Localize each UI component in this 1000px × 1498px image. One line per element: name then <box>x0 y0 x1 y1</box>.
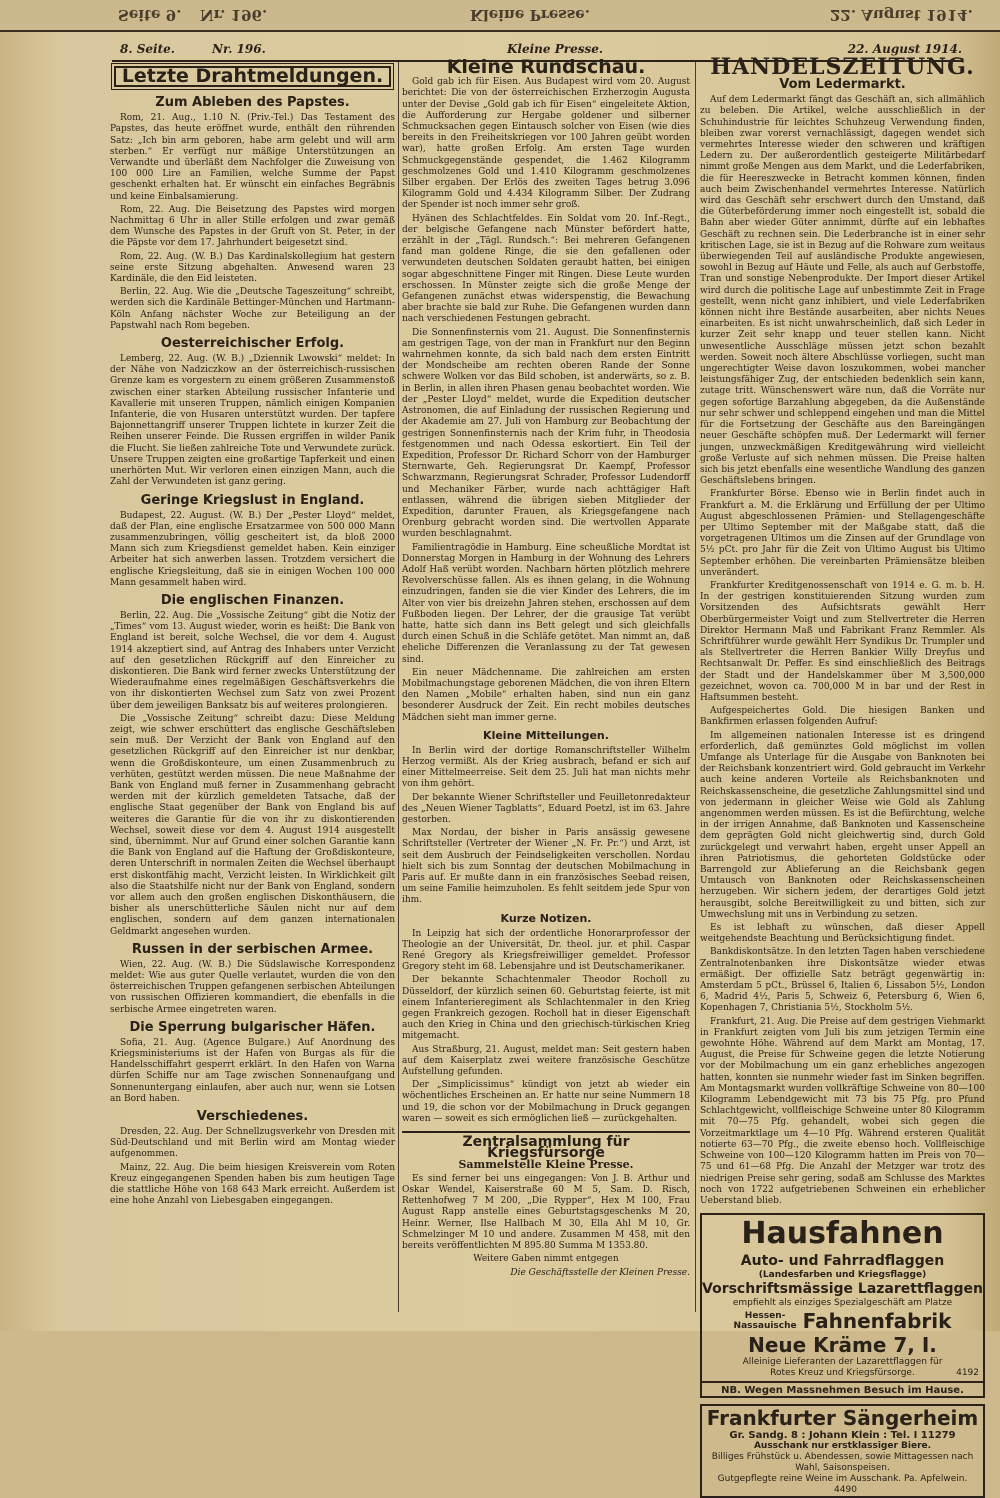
article-heading: Kleine Mitteilungen. <box>483 728 609 742</box>
section-title: Kleine Rundschau. <box>446 56 646 78</box>
ad-number: 4192 <box>956 1368 979 1379</box>
article-paragraph: Dresden, 22. Aug. Der Schnellzugsverkehr von Dresden mit Süd-Deutschland und mit Berlin wird am Montag wieder aufgenommen. <box>110 1127 395 1160</box>
article-paragraph: Aufgespeichertes Gold. Die hiesigen Banken und Bankfirmen erlassen folgenden Aufruf: <box>700 706 985 728</box>
ad-line: Ausschank nur erstklassiger Biere. <box>753 1441 932 1452</box>
section-title: Letzte Drahtmeldungen. <box>114 66 391 87</box>
bleed-page: Seite 9. <box>118 6 182 24</box>
article-heading: Verschiedenes. <box>196 1109 309 1125</box>
article-heading: Die englischen Finanzen. <box>160 592 345 608</box>
article-paragraph: Familientragödie in Hamburg. Eine scheußliche Mordtat ist Donnerstag Morgen in Hamburg in der Wohnung des Lehrers Adolf Haß verübt worden. Nachbarn hörten plötzlich mehrere Revolverschüsse fallen. Als es ihnen gelang, in die Wohnung einzudringen, fanden sie die vier Kinder des Lehrers, die im Alter von vier bis dreizehn Jahren stehen, erschossen auf dem Fußboden liegen. Der Lehrer, der die grausige Tat verübt hatte, hatte sich dann ins Bett gelegt und sich gleichfalls durch einen Schuß in die Schläfe getötet. Man nimmt an, daß eheliche Differenzen die Veranlassung zu der Tat gewesen sind. <box>402 542 690 665</box>
column-rule <box>695 62 696 1312</box>
article-heading: Russen in der serbischen Armee. <box>131 941 374 957</box>
article-paragraph: Sofia, 21. Aug. (Agence Bulgare.) Auf Anordnung des Kriegsministeriums ist der Hafen von Burgas als für die Handelsschiffahrt gesperrt erklärt. In den Hafen von Warna dürfen Schiffe nur am Tage zwischen Sonnenaufgang und Sonnenuntergang einlaufen, aber auch nur, wenn sie Lotsen an Bord haben. <box>110 1037 395 1104</box>
section-title: HANDELSZEITUNG. <box>710 54 975 80</box>
column-telegrams <box>110 62 395 1322</box>
fund-title: Zentralsammlung für Kriegsfürsorge <box>462 1134 630 1162</box>
article-paragraph: Der bekannte Wiener Schriftsteller und Feuilletonredakteur des „Neuen Wiener Tagblatts“, Eduard Poetzl, ist im 63. Jahre gestorben. <box>402 792 690 825</box>
article-paragraph: Berlin, 22. Aug. Die „Vossische Zeitung“ gibt die Notiz der „Times“ vom 13. August wieder, worin es heißt: Die Bank von England ist bereit, solche Wechsel, die vor dem 4. August 1914 akzeptiert sind, auf Antrag des Inhabers unter Verzicht auf den gesetzlichen Rückgriff auf den Einreicher zu diskontieren. Die Bank wird ferner zwecks Unterstützung der Wiederaufnahme eines regelmäßigen Geschäftsverkehrs die von ihr diskontierten Wechsel zum Satz von zwei Prozent über dem jeweiligen Banksatz bis auf weiteres prolongieren. <box>110 610 395 711</box>
article-paragraph: Budapest, 22. August. (W. B.) Der „Pester Lloyd“ meldet, daß der Plan, eine englische Ersatzarmee von 500 000 Mann zusammenzubringen, völlig gescheitert ist, da bloß 2000 Mann sich zum Kriegsdienst gemeldet haben. Kein einziger Arbeiter hat sich anwerben lassen. Trotzdem versichert die englische Kriegsleitung, daß sie in einigen Wochen 100 000 Mann gesammelt haben wird. <box>110 510 395 588</box>
ad-line: (Landesfarben und Kriegsflagge) <box>758 1270 927 1281</box>
article-paragraph: Im allgemeinen nationalen Interesse ist es dringend erforderlich, daß gemünztes Gold möglichst im vollen Umfange als Unterlage für die Ausgabe von Banknoten bei der Reichsbank konzentriert wird. Gold gebraucht im Verkehr auch keine anderen Vorteile als Reichsbanknoten und Reichskassenscheine, die gesetzliche Zahlungsmittel sind und von jedermann in gleicher Weise wie Gold als Zahlung angenommen werden müssen. Es ist die Befürchtung, welche in der irrigen Annahme, daß Banknoten und Kassenscheine dem geprägten Gold nicht gleichwertig sind, durch Gold zurückgelegt und verwahrt haben, ergeht unser Appell an ihren Patriotismus, die gehorteten Goldstücke oder Barrengold zur Ablieferung an die Reichsbank gegen Umtausch von Banknoten oder Reichskassenscheinen herzugeben. Wir sichern jedem, der derartiges Gold jetzt herausgibt, solche Bereitwilligkeit zu und bitten, sich zur Umwechslung mit uns in Verbindung zu setzen. <box>700 730 985 920</box>
ad-line: Vorschriftsmässige Lazarettflaggen <box>702 1281 983 1298</box>
article-paragraph: Rom, 21. Aug., 1.10 N. (Priv.-Tel.) Das Testament des Papstes, das heute eröffnet wurde, enthält den rührenden Satz: „Ich bin arm geboren, habe arm gelebt und will arm sterben.“ Er verfügt nur mäßige Unterstützungen an Verwandte und überläßt dem Nachfolger die Zuweisung von 100 000 Lire an Familien, welche Summe der Papst geschenkt erhalten hat. Er wünscht ein einfaches Begräbnis und keine Einbalsamierung. <box>110 113 395 202</box>
article-heading: Die Sperrung bulgarischer Häfen. <box>129 1019 376 1035</box>
header-issue: Nr. 196. <box>212 42 266 56</box>
article-paragraph: Ein neuer Mädchenname. Die zahlreichen am ersten Mobilmachungstage geborenen Mädchen, die von ihren Eltern den Namen „Mobile“ erhalten haben, sind nun ein ganz besonderer Ausdruck der Zeit. Ein recht mobiles deutsches Mädchen sieht man immer gerne. <box>402 667 690 723</box>
article-heading: Kurze Notizen. <box>500 911 592 925</box>
ad-line: empfiehlt als einziges Spezialgeschäft am Platze <box>732 1298 953 1309</box>
bleed-issue: Nr. 196. <box>200 6 268 24</box>
ad-line: Nassauische <box>733 1321 797 1332</box>
advertisement-saengerheim <box>700 1404 985 1498</box>
article-paragraph: Der bekannte Schachtenmaler Theodor Rocholl zu Düsseldorf, der kürzlich seinen 60. Geburtstag feierte, ist mit einem Infanterieregiment als Schlachtenmaler in den Krieg gegen Frankreich gezogen. Rocholl hat in dieser Eigenschaft auch den Krieg in China und den griechisch-türkischen Krieg mitgemacht. <box>402 975 690 1042</box>
article-paragraph: Rom, 22. Aug. Die Beisetzung des Papstes wird morgen Nachmittag 6 Uhr in aller Stille erfolgen und zwar gemäß dem Wunsche des Papstes in der Gruft von St. Peter, in der die Päpste vor dem 17. Jahrhundert beigesetzt sind. <box>110 204 395 249</box>
fund-notice <box>402 1131 690 1279</box>
ad-line: Fahnenfabrik <box>802 1309 952 1334</box>
article-paragraph: Es ist lebhaft zu wünschen, daß dieser Appell weitgehendste Beachtung und Berücksichtigung findet. <box>700 923 985 945</box>
article-paragraph: Der „Simplicissimus“ kündigt von jetzt ab wieder ein wöchentliches Erscheinen an. Er hatte nur seine Nummern 18 und 19, die schon vor der Mobilmachung in Druck gegangen waren — soweit es sich ermöglichen ließ — zurückgehalten. <box>402 1080 690 1124</box>
fund-paragraph: Weitere Gaben nimmt entgegen <box>473 1254 619 1265</box>
column-rule <box>398 62 399 1312</box>
ad-line: NB. Wegen Massnehmen Besuch im Hause. <box>721 1385 964 1397</box>
article-paragraph: Aus Straßburg, 21. August, meldet man: Seit gestern haben auf dem Kaiserplatz zwei weitere französische Geschütze Aufstellung gefunden. <box>402 1044 690 1078</box>
ad-line: Gutgepflegte reine Weine im Ausschank. Pa. Apfelwein. <box>717 1474 968 1485</box>
fund-paragraph: Es sind ferner bei uns eingegangen: Von J. B. Arthur und Oskar Wendel, Kaiserstraße 60 M 5, Sam. D. Risch, Rettenhofweg 7 M 200, „Die Rypper“, Hex M 100, Frau August Rapp anstelle eines Geburtstagsgeschenks M 20, Heinr. Werner, Ilse Hallbach M 30, Ella Ahl M 10, Gr. Schmelzinger M 10 und andere. Zusammen M 458, mit den bereits veröffentlichten M 895.80 Summa M 1353.80. <box>402 1173 690 1251</box>
article-paragraph: Frankfurt, 21. Aug. Die Preise auf dem gestrigen Viehmarkt in Frankfurt zeigten vom Juli bis zum jetzigen Termin eine gewohnte Höhe. Während auf dem Markt am Montag, 17. August, die Preise für Schweine gegen die letzte Notierung vor der Mobilmachung um ein ganz erhebliches angezogen hatten, konnten sie nunmehr wieder fast im Sinken begriffen. Am Montagsmarkt wurden vollkräftige Schweine von 80—100 Kilogramm Lebendgewicht mit 73 bis 75 Pfg. pro Pfund Schlachtgewicht, vollfleischige Schweine unter 80 Kilogramm mit 70—75 Pfg. gehandelt, wobei sich gegen die Vorzeitmarktlage um 4—10 Pfg. Während ersteren Qualität notierte 63—70 Pfg., die zweite ebenso hoch. Vollfleischige Schweine von 100—120 Kilogramm hatten im Preis von 70—75 und 61—68 Pfg. Die Anzahl der Metzger war trotz des niedrigen Preise sehr gering, sodaß am Schlusse des Marktes noch von 1722 aufgetriebenen Schweinen ein erheblicher Ueberstand blieb. <box>700 1016 985 1206</box>
advertisement-fahnenfabrik <box>700 1213 985 1398</box>
article-paragraph: Frankfurter Kreditgenossenschaft von 1914 e. G. m. b. H. In der gestrigen konstituierenden Sitzung wurden zum Vorsitzenden des Aufsichtsrats gewählt Herr Oberbürgermeister Voigt und zum Stellvertreter die Herren Direktor Hermann Maß und Fabrikant Franz Remmler. Als Schriftführer wurde gewählt Herr Syndikus Dr. Trumpler und als Stellvertreter die Herren Bankier Willy Dreyfus und Rechtsanwalt Dr. Peffer. Es sind einschließlich des Beitrags der Stadt und der Handelskammer über M 3,500,000 gezeichnet, wovon ca. 700,000 M in bar und der Rest in Haftsummen besteht. <box>700 580 985 703</box>
bleed-paper: Kleine Presse. <box>470 6 591 24</box>
ad-line: Gr. Sandg. 8 : Johann Klein : Tel. I 11279 <box>729 1430 956 1442</box>
article-heading: Vom Ledermarkt. <box>779 77 906 93</box>
ad-headline: Hausfahnen <box>741 1216 944 1252</box>
header-paper-name: Kleine Presse. <box>507 42 604 56</box>
column-handelszeitung <box>700 54 985 1496</box>
ad-line: Alleinige Lieferanten der Lazarettflaggen für Rotes Kreuz und Kriegsfürsorge. <box>742 1357 943 1379</box>
article-heading: Oesterreichischer Erfolg. <box>160 336 345 352</box>
article-paragraph: Hyänen des Schlachtfeldes. Ein Soldat vom 20. Inf.-Regt., der belgische Gefangene nach Münster befördert hatte, erzählt in der „Tägl. Rundsch.“: Bei mehreren Gefangenen fand man goldene Ringe, die sie den gefallenen oder verwundeten deutschen Soldaten geraubt hatten, bei einigen sogar abgeschnittene Finger mit Ringen. Diese Leute wurden erschossen. In Münster zeigte sich die große Menge der Gefangenen zunächst etwas widerspenstig, die Bewachung aber brachte sie bald zur Ruhe. Die Gefangenen wurden dann nach verschiedenen Festungen gebracht. <box>402 213 690 325</box>
ad-number: 4490 <box>834 1485 857 1496</box>
bleed-through-header <box>0 0 1000 32</box>
article-paragraph: Wien, 22. Aug. (W. B.) Die Südslawische Korrespondenz meldet: Wie aus guter Quelle verlautet, wurden die von den österreichischen Truppen gefangenen serbischen Abteilungen von russischen Offizieren kommandiert, die ebenfalls in die serbische Armee eingetreten waren. <box>110 959 395 1015</box>
article-paragraph: Max Nordau, der bisher in Paris ansässig gewesene Schriftsteller (Vertreter der Wiener „N. Fr. Pr.“) und Arzt, ist seit dem Ausbruch der Feindseligkeiten verschollen. Nordau hielt sich bis zum Sonntag der deutschen Mobilmachung in Paris auf. Er mußte dann in ein französisches Seebad reisen, um seine Familie heimzuholen. Es fehlt seitdem jede Spur von ihm. <box>402 828 690 906</box>
header-page-number: 8. Seite. <box>120 42 175 56</box>
article-paragraph: Die „Vossische Zeitung“ schreibt dazu: Diese Meldung zeigt, wie schwer erschüttert das englische Geschäftsleben sein muß. Der Verzicht der Bank von England auf den gesetzlichen Rückgriff auf den Einreicher ist nur denkbar, wenn die Großdiskonteure, um einen Zusammenbruch zu verhüten, gestützt werden müssen. Die neue Maßnahme der Bank von England muß ferner in Zusammenhang gebracht werden mit der kürzlich gemeldeten Tatsache, daß der englische Staat gegenüber der Bank von England bis auf weiteres die Garantie für die von ihr zu diskontierenden Wechsel, soweit diese vor dem 4. August 1914 ausgestellt sind, übernimmt. Nur auf Grund einer solchen Garantie kann die Bank von England auf die Haftung der Großdiskonteure, deren Unterschrift in normalen Zeiten die Wechsel überhaupt erst diskontfähig macht, Verzicht leisten. In Wirklichkeit gilt also die Staatshilfe nicht nur der Bank von England, sondern vor allem auch den großen englischen Diskonthäusern, die bisher als unerschütterliche Säulen nicht nur auf dem englischen, sondern auf dem ganzen internationalen Geldmarkt angesehen wurden. <box>110 713 395 937</box>
column-rundschau <box>402 56 690 1322</box>
header-date: 22. August 1914. <box>847 42 962 56</box>
ad-line: Auto- und Fahrradflaggen <box>740 1253 945 1270</box>
article-paragraph: Lemberg, 22. Aug. (W. B.) „Dziennik Lwowski“ meldet: In der Nähe von Nadziczkow an der österreichisch-russischen Grenze kam es vorgestern zu einem größeren Zusammenstoß zwischen einer starken Abteilung russischer Infanterie und Kavallerie mit unseren Truppen, nämlich einigen Kompanien Infanterie, die von Husaren unterstützt wurden. Der tapfere Bajonnettangriff unserer Truppen lichtete in kurzer Zeit die Reihen unserer Feinde. Die Russen ergriffen in wilder Panik die Flucht. Sie ließen zahlreiche Tote und Verwundete zurück. Unsere Truppen zeigten eine großartige Tapferkeit und einen unerhörten Mut. Wir verloren einen einzigen Mann, auch die Zahl der Verwundeten ist ganz gering. <box>110 354 395 488</box>
article-heading: Zum Ableben des Papstes. <box>155 95 350 111</box>
article-paragraph: Mainz, 22. Aug. Die beim hiesigen Kreisverein vom Roten Kreuz eingegangenen Spenden haben bis zum heutigen Tage die stattliche Höhe von 168 643 Mark erreicht. Außerdem ist eine hohe Anzahl von Liebesgaben eingegangen. <box>110 1162 395 1207</box>
article-paragraph: Rom, 22. Aug. (W. B.) Das Kardinalskollegium hat gestern seine erste Sitzung abgehalten. Anwesend waren 23 Kardinäle, die den Eid leisteten. <box>110 251 395 285</box>
article-paragraph: Gold gab ich für Eisen. Aus Budapest wird vom 20. August berichtet: Die von der österreichischen Erzherzogin Augusta unter der Devise „Gold gab ich für Eisen“ eingeleitete Aktion, die Aufforderung zur Hergabe goldener und silberner Schmucksachen gegen Eintausch solcher von Eisen (wie dies bereits in den Freiheitskriegen vor 100 Jahren geübt worden war), hatte großen Erfolg. Am ersten Tage wurden Schmuckgegenstände gespendet, die 1.462 Kilogramm geschmolzenes Gold und 1.410 Kilogramm geschmolzenes Silber ergaben. Der Erlös des zweiten Tages betrug 3.096 Kilogramm Gold und 4.434 Kilogramm Silber. Der Zudrang der Spender ist noch immer sehr groß. <box>402 77 690 211</box>
article-paragraph: In Berlin wird der dortige Romanschriftsteller Wilhelm Herzog vermißt. Als der Krieg ausbrach, befand er sich auf einer Mittelmeerreise. Seit dem 25. Juli hat man nichts mehr von ihm gehört. <box>402 745 690 790</box>
ad-line: Billiges Frühstück u. Abendessen, sowie Mittagessen nach Wahl, Saisonspeisen. <box>711 1452 974 1474</box>
article-paragraph: Berlin, 22. Aug. Wie die „Deutsche Tageszeitung“ schreibt, werden sich die Kardinäle Bettinger-München und Hartmann-Köln Anfang nächster Woche zur Beteiligung an der Papstwahl nach Rom begeben. <box>110 287 395 331</box>
article-paragraph: In Leipzig hat sich der ordentliche Honorarprofessor der Theologie an der Universität, Dr. theol. jur. et phil. Caspar René Gregory als Kriegsfreiwilliger gemeldet. Professor Gregory steht im 68. Lebensjahre und ist Deutschamerikaner. <box>402 928 690 973</box>
article-paragraph: Frankfurter Börse. Ebenso wie in Berlin findet auch in Frankfurt a. M. die Erklärung und Erfüllung der per Ultimo August abgeschlossenen Prämien- und Stellagengeschäfte per Ultimo September mit der Maßgabe statt, daß die vorgetragenen Ultimos um die Zinsen auf der Grundlage von 5½ pCt. pro Jahr für die Zeit von Ultimo August bis Ultimo September erhöhen. Die vereinbarten Prämiensätze bleiben unverändert. <box>700 489 985 578</box>
fund-subtitle: Sammelstelle Kleine Presse. <box>458 1158 634 1172</box>
ad-line: Hessen- <box>744 1311 786 1322</box>
fund-signature: Die Geschäftsstelle der Kleinen Presse. <box>510 1268 690 1279</box>
ad-headline: Frankfurter Sängerheim <box>706 1406 979 1431</box>
bleed-date: 22. August 1914. <box>830 6 973 24</box>
article-paragraph: Auf dem Ledermarkt fängt das Geschäft an, sich allmählich zu beleben. Die Artikel, welche ausschließlich in der Schuhindustrie für leichtes Schuhzeug Verwendung finden, bleiben zwar vorerst vernachlässigt, dagegen wendet sich vermehrtes Interesse wieder den schweren und kräftigen Ledern zu. Der außerordentlich gesteigerte Militärbedarf nimmt große Mengen aus dem Markt, und die Lederfabriken, die für Heereszwecke in Betracht kommen können, finden auch beim Zwischenhandel vermehrtes Interesse. Natürlich wird das Geschäft sehr erschwert durch den Umstand, daß die Güterbeförderung immer noch eingestellt ist, sobald die Bahn aber wieder Güter annimmt, dürfte auf ein lebhaftes Geschäft zu rechnen sein. Die Lederbranche ist in einer sehr kritischen Lage, sie ist in Bezug auf die Rohware zum weitaus überwiegenden Teil auf ausländische Produkte angewiesen, sowohl in Bezug auf Häute und Felle, als auch auf Gerbstoffe, Tran und sonstige Nebenprodukte. Der Import dieser Artikel wird durch die politische Lage auf unbestimmte Zeit in Frage gestellt, wenn nicht ganz inhibiert, und viele Lederfabriken können nicht ihre Bestände ausarbeiten, aber nichts Neues einarbeiten. Es ist nicht unwahrscheinlich, daß sich Leder in kurzer Zeit sehr knapp und teuer stellen kann. Nicht unwesentliche Ausschläge müssen jetzt schon bezahlt werden. Soweit noch ältere Abschlüsse vorliegen, sucht man ungerechtigter Weise davon loszukommen, wobei mancher leistungsfähiger Zug, der entschieden bedenklich sein kann, zutage tritt. Wünschenswert wäre nun, daß die Vorräte nur gegen sofortige Barzahlung abgegeben, da die Außenstände nur sehr schwer und schleppend eingehen und man die Mittel für die Fortsetzung der Geschäfte aus den Bareingängen neuer Geschäfte schöpfen muß. Der Ledermarkt will ferner jungen, unzweckmäßigen Kreditgewährung wird vielleicht große Verluste auf sich nehmen müssen. Die Preise halten sich bis jetzt ebenfalls eine wesentliche Wandlung des ganzen Geschäftslebens bringen. <box>700 95 985 487</box>
article-paragraph: Bankdiskontsätze. In den letzten Tagen haben verschiedene Zentralnotenbanken ihre Diskontsätze wieder etwas ermäßigt. Der offizielle Satz beträgt gegenwärtig in: Amsterdam 5 pCt., Brüssel 6, Italien 6, Lissabon 5½, London 6, Madrid 4½, Paris 5, Schweiz 6, Petersburg 6, Wien 6, Kopenhagen 7, Christiania 5½, Stockholm 5½. <box>700 947 985 1014</box>
ad-address: Neue Kräme 7, I. <box>748 1333 937 1358</box>
article-heading: Geringe Kriegslust in England. <box>140 492 365 508</box>
article-paragraph: Die Sonnenfinsternis vom 21. August. Die Sonnenfinsternis am gestrigen Tage, von der man in Frankfurt nur den Beginn wahrnehmen konnte, da sich bald nach dem ersten Eintritt der Mondscheibe am rechten oberen Rande der Sonne schwere Wolken vor das Bild schoben, ist anderwärts, so z. B. in Berlin, in allen ihren Phasen genau beobachtet worden. Wie der „Pester Lloyd“ meldet, wurde die Expedition deutscher Astronomen, die auf Einladung der russischen Regierung und der Akademie am 27. Juli von Hamburg zur Beobachtung der gestrigen Sonnenfinsternis nach der Krim fuhr, in Theodosia festgenommen und nach Odessa eskortiert. Ein Teil der Expedition, Professor Dr. Richard Schorr von der Hamburger Sternwarte, Geh. Regierungsrat Dr. Kaempf, Professor Schwarzmann, Regierungsrat Schrader, Professor Ludendorff und Mechaniker Färber, wurde nach achttägiger Haft entlassen, während die übrigen sieben Mitglieder der Expedition, darunter Frauen, als Kriegsgefangene nach Orenburg gebracht worden sind. Die wertvollen Apparate wurden beschlagnahmt. <box>402 327 690 540</box>
